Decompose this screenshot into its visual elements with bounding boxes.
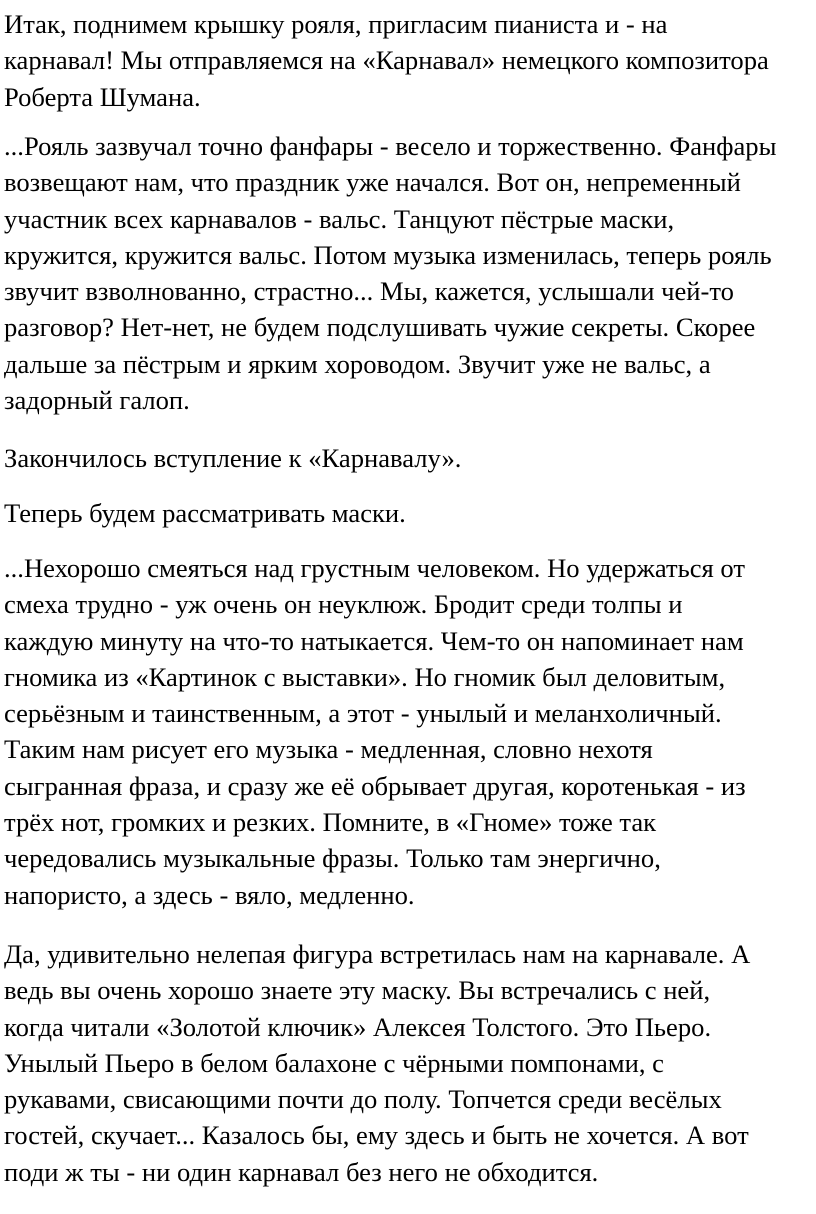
text-line: серьёзным и таинственным, а этот - унылый и меланхоличный. [4, 698, 722, 729]
text-line: кружится, кружится вальс. Потом музыка изменилась, теперь рояль [4, 239, 772, 270]
text-line: Теперь будем рассматривать маски. [4, 498, 406, 528]
text-line: поди ж ты - ни один карнавал без него не обходится. [4, 1156, 599, 1187]
text-line: трёх нот, громких и резких. Помните, в «Гноме» тоже так [4, 807, 657, 838]
text-line: Да, удивительно нелепая фигура встретилась нам на карнавале. А [4, 939, 751, 969]
text-line: звучит взволнованно, страстно... Мы, кажется, услышали чей-то [4, 276, 734, 307]
text-line: Закончилось вступление к «Карнавалу». [4, 443, 462, 473]
text-line: рукавами, свисающими почти до полу. Топчется среди весёлых [4, 1084, 722, 1115]
paragraph-intro-end [4, 440, 461, 476]
text-line: гостей, скучает... Казалось бы, ему здесь и быть не хочется. А вот [4, 1120, 749, 1151]
text-line: Таким нам рисует его музыка - медленная, словно нехотя [4, 734, 653, 765]
text-line: Итак, поднимем крышку рояля, пригласим пианиста и - на [4, 9, 668, 39]
text-line: разговор? Нет-нет, не будем подслушивать чужие секреты. Скорее [4, 312, 756, 343]
paragraph-pierrot [4, 936, 750, 1190]
text-line: Унылый Пьеро в белом балахоне с чёрными помпонами, с [4, 1047, 664, 1078]
paragraph-preamble [4, 128, 776, 418]
text-line: напористо, а здесь - вяло, медленно. [4, 879, 415, 910]
text-line: дальше за пёстрым и ярким хороводом. Звучит уже не вальс, а [4, 348, 711, 379]
text-line: возвещают нам, что праздник уже начался. Вот он, непременный [4, 167, 741, 198]
text-line: чередовались музыкальные фразы. Только там энергично, [4, 843, 661, 874]
text-line: смеха трудно - уж очень он неуклюж. Бродит среди толпы и [4, 589, 683, 620]
paragraph-intro [4, 6, 769, 115]
text-line: карнавал! Мы отправляемся на «Карнавал» немецкого композитора [4, 45, 769, 76]
text-line: участник всех карнавалов - вальс. Танцуют пёстрые маски, [4, 203, 675, 234]
text-line: каждую минуту на что-то натыкается. Чем-то он напоминает нам [4, 625, 744, 656]
text-line: Роберта Шумана. [4, 81, 201, 112]
paragraph-sad-figure [4, 550, 746, 913]
text-line: когда читали «Золотой ключик» Алексея Толстого. Это Пьеро. [4, 1011, 712, 1042]
text-line: ведь вы очень хорошо знаете эту маску. Вы встречались с ней, [4, 975, 711, 1006]
text-line: гномика из «Картинок с выставки». Но гномик был деловитым, [4, 661, 726, 692]
paragraph-masks [4, 495, 406, 531]
text-line: задорный галоп. [4, 385, 190, 416]
text-line: ...Рояль зазвучал точно фанфары - весело и торжественно. Фанфары [4, 131, 777, 161]
text-line: сыгранная фраза, и сразу же её обрывает другая, коротенькая - из [4, 770, 746, 801]
text-line: ...Нехорошо смеяться над грустным человеком. Но удержаться от [4, 553, 746, 583]
